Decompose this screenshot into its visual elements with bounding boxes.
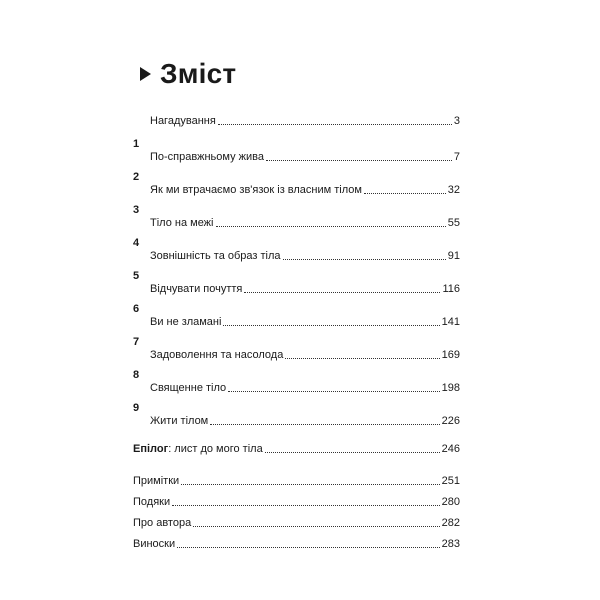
toc-title: Зміст	[160, 58, 237, 89]
chapter-number: 1	[133, 138, 140, 150]
toc-entry-page: 55	[447, 217, 460, 229]
epilogue-label: Епілог	[133, 443, 169, 455]
chapter-number: 5	[133, 270, 140, 282]
toc-entry-page: 32	[447, 184, 460, 196]
toc-entry-footnotes[interactable]	[133, 535, 460, 551]
toc-entry-about-author[interactable]	[133, 514, 460, 530]
chapter-number: 6	[133, 303, 140, 315]
toc-entry-page: 198	[441, 382, 460, 394]
chapter-number: 2	[133, 171, 140, 183]
toc-entry-title: Нагадування	[150, 115, 216, 127]
dot-leader	[266, 160, 452, 161]
toc-entry-page: 280	[441, 496, 460, 508]
chapter-number: 3	[133, 204, 140, 216]
triangle-marker-icon	[140, 67, 151, 81]
toc-entry-title	[133, 443, 263, 456]
toc-entry-page: 91	[447, 250, 460, 262]
toc-entry-title: Жити тілом	[150, 415, 209, 427]
toc-entry-title: Відчувати почуття	[150, 283, 243, 295]
dot-leader	[210, 424, 439, 425]
toc-entry-chapter-2[interactable]	[133, 181, 460, 197]
chapter-number: 7	[133, 336, 140, 348]
toc-entry-page: 116	[442, 283, 460, 295]
epilogue-subtitle: : лист до мого тіла	[168, 443, 263, 455]
dot-leader	[172, 505, 440, 506]
toc-entry-title: Ви не зламані	[150, 316, 222, 328]
toc-entry-page: 283	[441, 538, 460, 550]
toc-entry-chapter-3[interactable]	[133, 214, 460, 230]
toc-entry-acknowledgments[interactable]	[133, 493, 460, 509]
toc-entry-title: Про автора	[133, 517, 192, 529]
chapter-number: 8	[133, 369, 140, 381]
toc-entry-page: 3	[453, 115, 460, 127]
dot-leader	[283, 259, 446, 260]
toc-entry-chapter-4[interactable]	[133, 247, 460, 263]
toc-entry-chapter-5[interactable]	[133, 280, 460, 296]
toc-entry-page: 251	[441, 475, 460, 487]
toc-entry-page: 246	[441, 443, 460, 455]
dot-leader	[265, 452, 440, 453]
toc-entry-title: Тіло на межі	[150, 217, 214, 229]
dot-leader	[285, 358, 439, 359]
dot-leader	[223, 325, 439, 326]
chapter-number: 9	[133, 402, 140, 414]
toc-entry-page: 226	[441, 415, 460, 427]
chapter-number: 4	[133, 237, 140, 249]
dot-leader	[177, 547, 440, 548]
toc-entry-title: Примітки	[133, 475, 180, 487]
toc-entry-page: 7	[453, 151, 460, 163]
dot-leader	[193, 526, 439, 527]
dot-leader	[364, 193, 446, 194]
toc-entry-title: Виноски	[133, 538, 176, 550]
toc-entry-chapter-9[interactable]	[133, 412, 460, 428]
dot-leader	[228, 391, 440, 392]
dot-leader	[244, 292, 440, 293]
toc-entry-page: 169	[441, 349, 460, 361]
toc-entry-epilogue[interactable]	[133, 440, 460, 456]
toc-entry-title: Зовнішність та образ тіла	[150, 250, 281, 262]
toc-entry-title: По-справжньому жива	[150, 151, 264, 163]
toc-entry-chapter-7[interactable]	[133, 346, 460, 362]
toc-entry-chapter-8[interactable]	[133, 379, 460, 395]
dot-leader	[218, 124, 452, 125]
toc-entry-title: Подяки	[133, 496, 171, 508]
toc-entry-notes[interactable]	[133, 472, 460, 488]
toc-entry-chapter-1[interactable]	[133, 148, 460, 164]
toc-entry-reminder[interactable]	[133, 112, 460, 128]
toc-heading	[140, 58, 236, 90]
toc-entry-page: 282	[441, 517, 460, 529]
toc-entry-title: Священне тіло	[150, 382, 227, 394]
dot-leader	[216, 226, 446, 227]
dot-leader	[181, 484, 439, 485]
toc-entry-title: Задоволення та насолода	[150, 349, 284, 361]
toc-entry-title: Як ми втрачаємо зв'язок із власним тілом	[150, 184, 362, 196]
toc-entry-chapter-6[interactable]	[133, 313, 460, 329]
toc-entry-page: 141	[441, 316, 460, 328]
